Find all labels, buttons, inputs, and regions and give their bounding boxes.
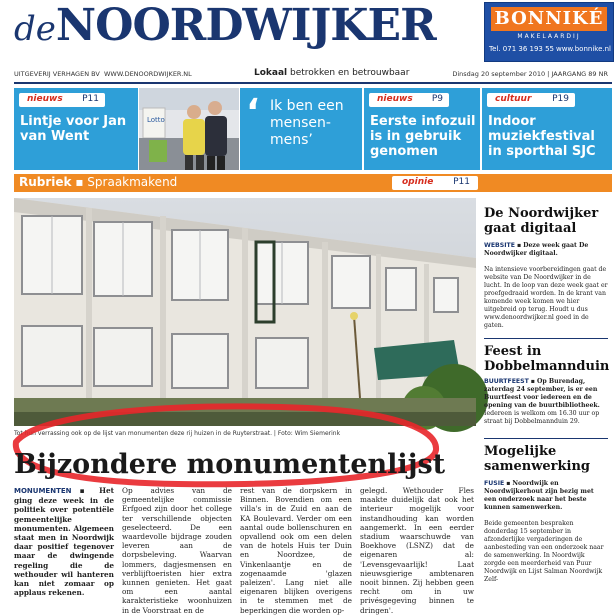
sidebar-divider <box>484 438 608 439</box>
issue-number: JAARGANG 89 NR <box>551 70 608 78</box>
ad-logo: BONNIKÉ <box>491 7 607 31</box>
ad-website: www.bonnike.nl <box>555 45 611 53</box>
teaser-headline: Lintje voor Jan van Went <box>20 114 127 144</box>
teaser-category: cultuur <box>495 94 532 104</box>
rubriek-bar[interactable] <box>14 174 612 192</box>
teaser-page: P11 <box>82 94 99 104</box>
teaser-page: P19 <box>552 94 569 104</box>
teaser-quote[interactable] <box>240 88 362 170</box>
teaser-infozuil[interactable] <box>364 88 480 170</box>
teaser-category: nieuws <box>27 94 63 104</box>
main-headline: Bijzondere monumentenlijst <box>14 449 446 480</box>
rubriek-label: Rubriek <box>19 175 72 189</box>
masthead-title <box>14 0 436 51</box>
sidebar-lead: Deze week gaat De Noordwijker digitaal. <box>484 242 589 257</box>
article-column-4: gelegd. Wethouder Fles maakte duidelijk dat ook het interieur mogelijk voor instandhouding kan worden aangemerkt. In een eerder stadium waarschuwde van Boekhove (LSNZ) dat de eigenaren al: 'Levensgevaarlijk! Laat nieuwsgierige ambtenaren nooit binnen. Zij hebben geen recht om in uw privésgegeving binnen te dringen'. <box>360 486 474 615</box>
article-lead: Het ging deze week in de politiek over potentiële gemeentelijke monumenten. Algemeen staat men in Noordwijk daar positief tegenover maar de dwingende regeling die de wethouder wil hanteren kan niet zomaar op applaus rekenen. <box>14 486 114 598</box>
quote-mark: ‘ <box>246 92 260 133</box>
tagline-bold: Lokaal <box>254 68 288 78</box>
issue-info: Dinsdag 20 september 2010 | JAARGANG 89 NR <box>452 70 608 78</box>
sidebar-text: Na intensieve voorbereidingen gaat de website van De Noordwijker in de lucht. In de loop van deze week gaat er proefgedraaid worden. In de krant van komende week komen we hier uitgebreid op terug. Houdt u dus www.denoordwijker.nl goed in de gaten. <box>484 266 608 329</box>
masthead-rule <box>14 82 612 84</box>
sidebar-body-feest: BUURTFEEST ▪ Op Burendag, zaterdag 24 september, is er een Buurtfeest voor iedereen en de opening van de buurtbibliotheek. Iedereen is welkom om 16.30 uur op straat bij Dobbelmannduin 29. <box>484 378 600 425</box>
rubriek-title <box>19 175 177 189</box>
sidebar-kicker: BUURTFEEST <box>484 378 529 385</box>
sidebar-title-feest: Feest in Dobbelmannduin <box>484 344 610 374</box>
tagline <box>254 68 409 78</box>
ad-subtitle: MAKELAARDIJ <box>517 33 581 40</box>
issue-date: Dinsdag 20 september 2010 <box>452 70 546 78</box>
sidebar-text: Beide gemeenten bespraken donderdag 15 september in afzonderlijke vergaderingen de aanbesteding van een onderzoek naar de samenwerking. In Noordwijk zorgde een meerderheid van Puur Noordwijk en Lijst Salman Noordwijk Zelf- <box>484 520 604 583</box>
teaser-muziekfestival[interactable] <box>482 88 612 170</box>
teaser-page: P9 <box>431 94 443 104</box>
sidebar-text: Iedereen is welkom om 16.30 uur op straat bij Dobbelmannduin 29. <box>484 410 600 425</box>
teaser-jan-van-went[interactable] <box>14 88 138 170</box>
opinie-category: opinie <box>402 177 434 187</box>
tagline-rest: betrokken en betrouwbaar <box>287 68 410 78</box>
main-article-photo <box>14 198 476 426</box>
sidebar-kicker: FUSIE <box>484 480 505 487</box>
ad-phone: Tel. 071 36 193 55 <box>489 45 554 53</box>
sidebar-body-samenwerking: FUSIE ▪ Noordwijk en Noordwijkerhout zijn bezig met een onderzoek naar het beste kunnen samenwerken. Beide gemeenten bespraken donderdag 15 september in afzonderlijke vergaderingen de aanbesteding van een onderzoek naar de samenwerking. In Noordwijk zorgde een meerderheid van Puur Noordwijk en Lijst Salman Noordwijk Zelf- <box>484 480 604 583</box>
sidebar-divider <box>484 338 608 339</box>
article-column-2: Op advies van de gemeentelijke commissie Erfgoed zijn door het college ter verschillende objecten geselecteerd. De een waardevolle bijdrage zouden leveren aan de dorpsbeleving. Waarvan lommers, dagjesmensen en verblijftoeristen hier extra kunnen genieten. Het gaat om een aantal karakteristieke woonhuizen in de Voorstraat en de <box>122 486 232 615</box>
sidebar-title-digitaal: De Noordwijker gaat digitaal <box>484 206 599 236</box>
publisher-website: WWW.DENOORDWIJKER.NL <box>103 70 192 78</box>
sidebar-body-digitaal: WEBSITE ▪ Deze week gaat De Noordwijker digitaal. Na intensieve voorbereidingen gaat de website van De Noordwijker in de lucht. In de loop van deze week gaat er proefgedraaid worden. In de krant van komende week komen we hier uitgebreid op terug. Houdt u dus www.denoordwijker.nl goed in de gaten. <box>484 242 608 329</box>
article-column-3: rest van de dorpskern in Binnen. Bovendien om een villa's in de Zuid en aan de KA Boulevard. Verder om een aantal oude bollenschuren en opvallend ook om een delen van de hotels Huis ter Duin en Noordzee, de Vinkenlaantje en de zogenaamde 'glazen paleizen'. Lang niet alle eigenaren blijken overigens in te stemmen met de beperkingen die worden op- <box>240 486 352 615</box>
masthead-infobar <box>14 68 612 80</box>
rubriek-name: ▪ Spraakmakend <box>71 175 178 189</box>
article-kicker: MONUMENTEN <box>14 487 72 495</box>
teaser-label <box>487 93 575 107</box>
teaser-category: nieuws <box>377 94 413 104</box>
article-column-1: MONUMENTEN ▪ Het ging deze week in de politiek over potentiële gemeentelijke monumenten. Algemeen staat men in Noordwijk daar positief tegenover maar de dwingende regeling die de wethouder wil hanteren kan niet zomaar op applaus rekenen. <box>14 486 114 598</box>
main-article-body <box>14 486 476 615</box>
teaser-label <box>19 93 105 107</box>
publisher-info <box>14 70 192 78</box>
svg-text:Lotto: Lotto <box>147 116 165 124</box>
masthead-name: NOORDWIJKER <box>55 0 436 51</box>
ad-info <box>489 45 611 53</box>
photo-caption: Tot hun verrassing ook op de lijst van monumenten deze rij huizen in de Ruyterstraat. | Foto: Wim Siemerink <box>14 430 341 437</box>
sidebar-lead: Noordwijk en Noordwijkerhout zijn bezig met een onderzoek naar het beste kunnen samenwerken. <box>484 480 594 511</box>
sidebar-kicker: WEBSITE <box>484 242 515 249</box>
teaser-headline: Eerste infozuil is in gebruik genomen <box>370 114 476 159</box>
teaser-label <box>369 93 449 107</box>
opinie-label[interactable] <box>392 176 478 190</box>
sidebar-title-samenwerking: Mogelijke samenwerking <box>484 444 591 474</box>
publisher-name: UITGEVERIJ VERHAGEN BV <box>14 70 100 78</box>
teaser-photo <box>139 88 239 170</box>
sidebar-lead: Op Burendag, zaterdag 24 september, is er een Buurtfeest voor iedereen en de opening van de buurtbibliotheek. <box>484 378 600 409</box>
sidebar-news <box>482 198 612 583</box>
teaser-headline: Indoor muziekfestival in sporthal SJC <box>488 114 596 159</box>
opinie-page: P11 <box>453 177 470 187</box>
masthead-prefix: de <box>14 9 56 49</box>
advertisement-bonnike[interactable] <box>484 2 614 62</box>
quote-text: Ik ben een mensen-mens’ <box>270 98 344 148</box>
